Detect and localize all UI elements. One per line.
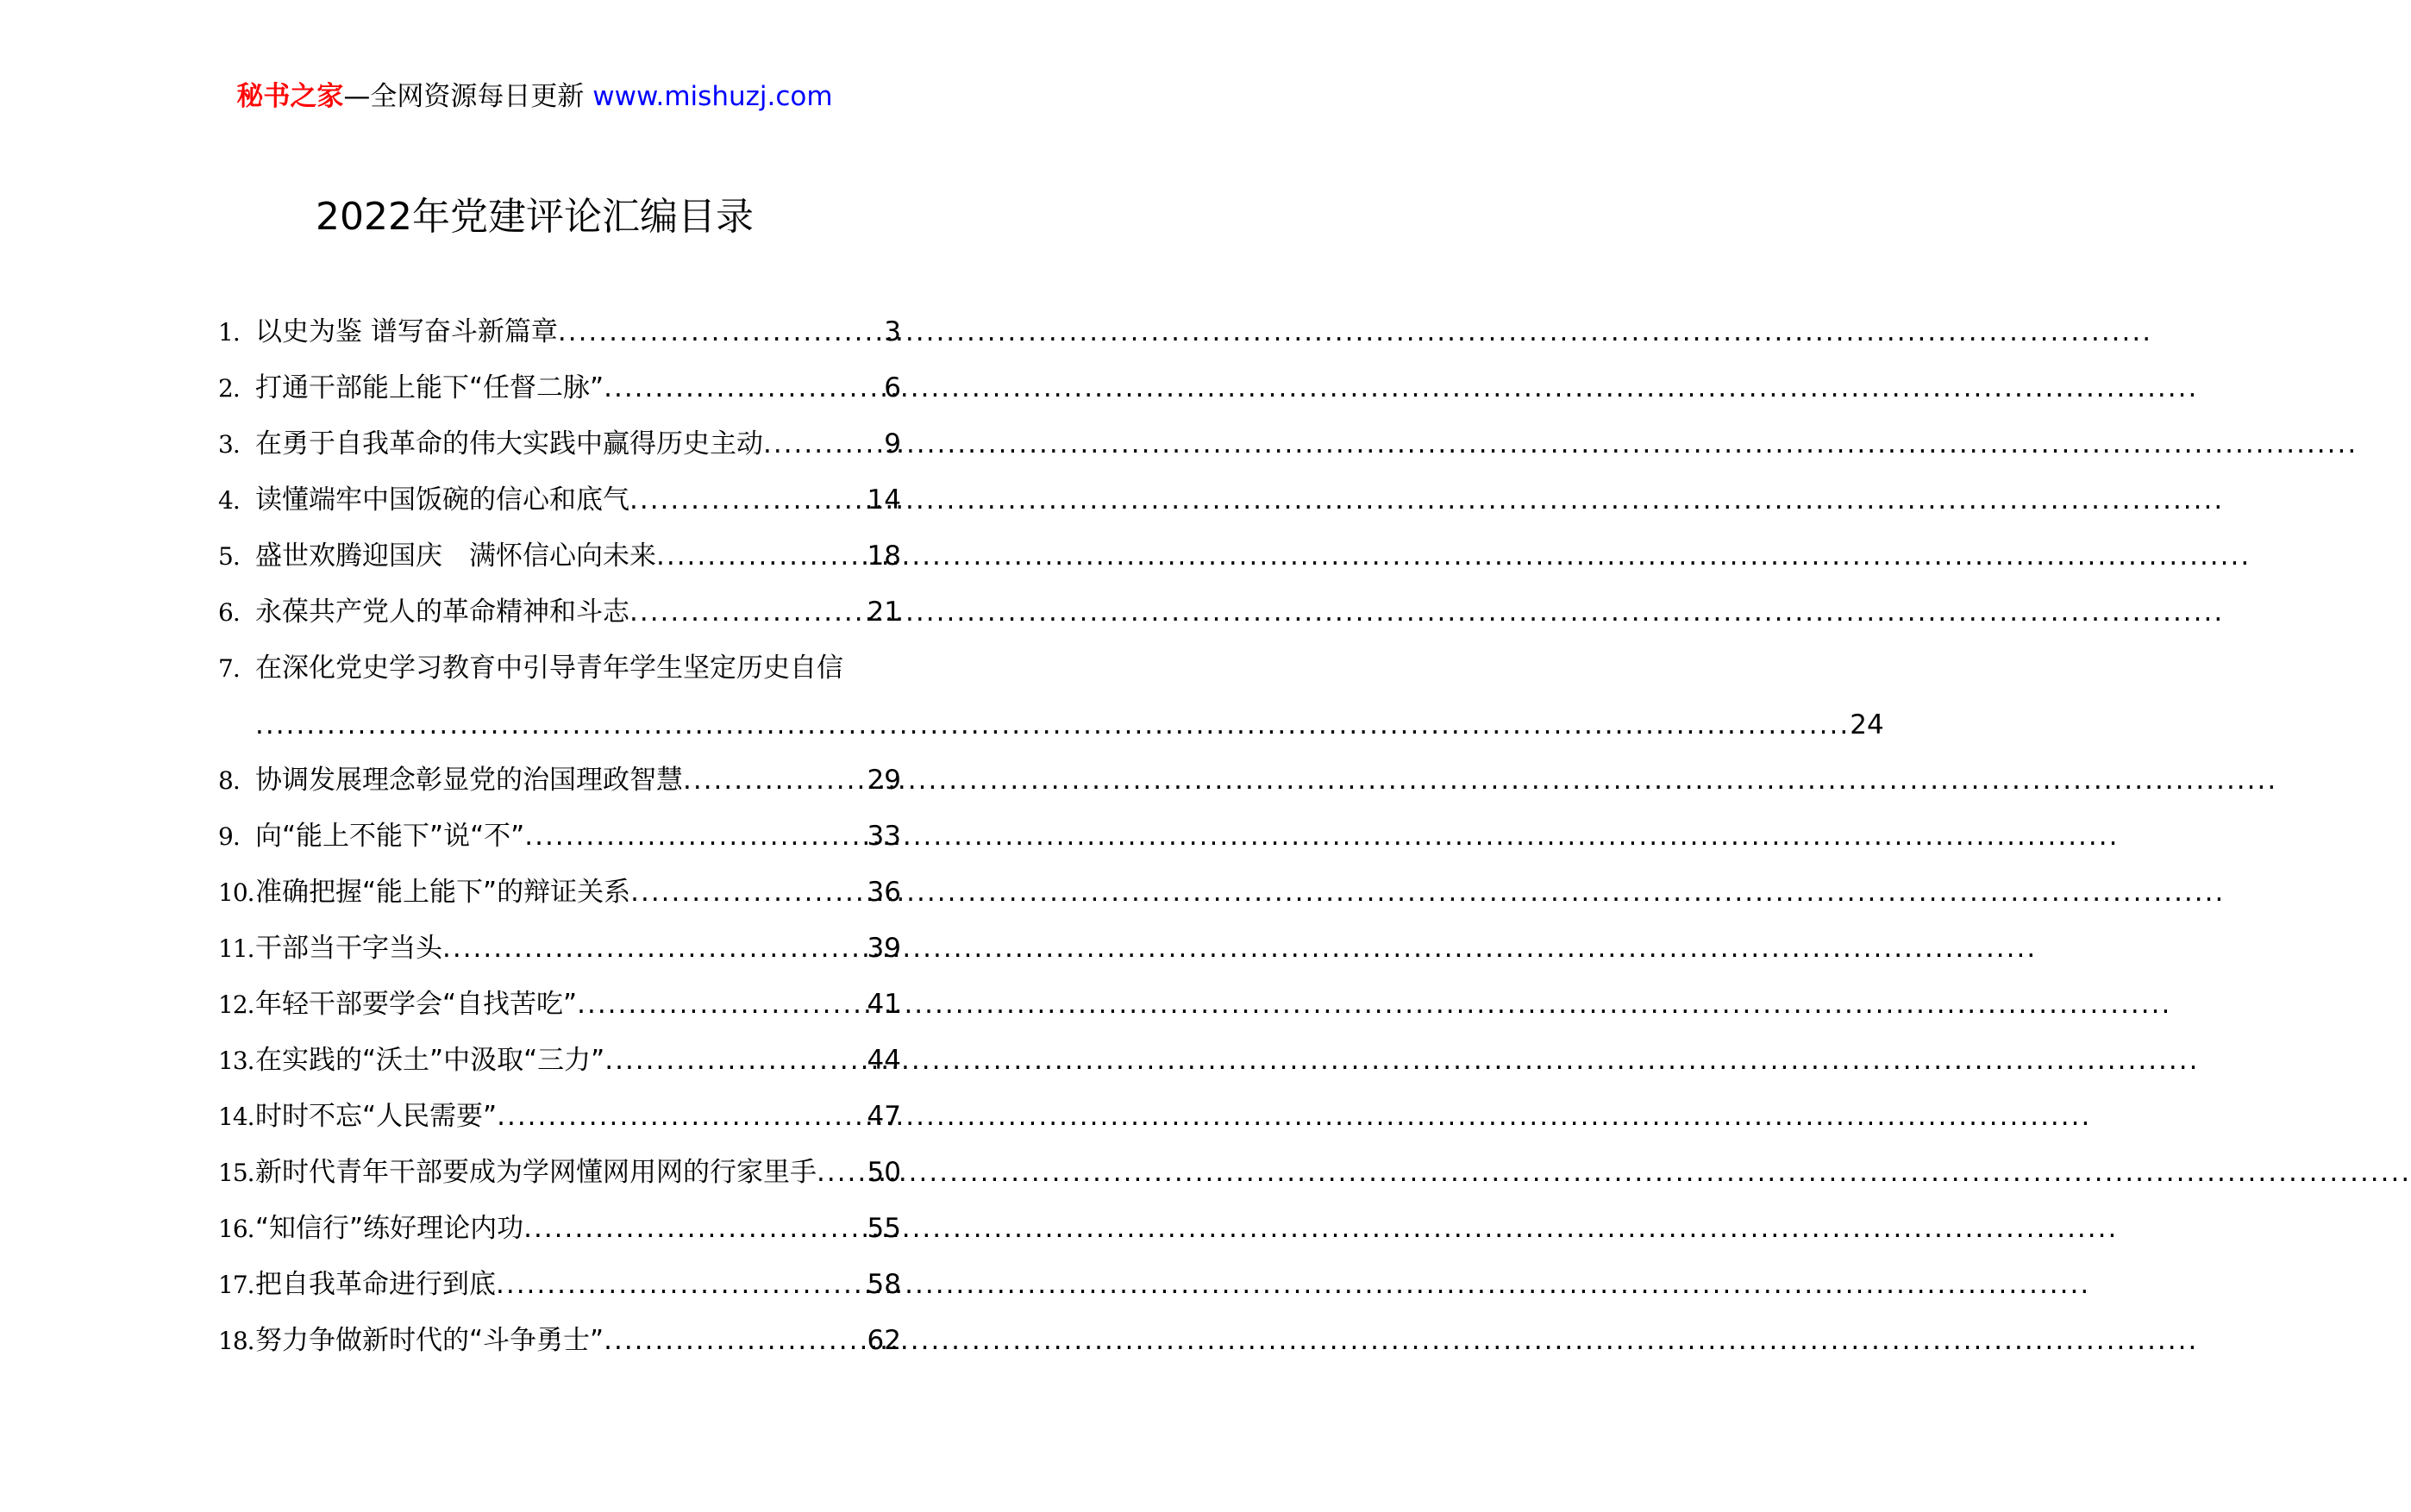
toc-leader-dots: [656, 534, 867, 578]
toc-leader-dots: [524, 815, 867, 858]
toc-entry-title: 读懂端牢中国饭碗的信心和底气: [255, 484, 629, 515]
toc-entry-page: 62: [867, 1325, 901, 1356]
brand-name: 秘书之家: [236, 81, 344, 112]
toc-entry-page: 18: [867, 540, 901, 572]
document-title: 2022年党建评论汇编目录: [316, 195, 754, 239]
toc-leader-dots: [442, 927, 867, 970]
toc-leader-dots: [630, 871, 867, 914]
toc-entry[interactable]: [218, 1095, 901, 1151]
toc-entry-number: 9.: [218, 822, 240, 851]
toc-entry-title: 协调发展理念彰显党的治国理政智慧: [255, 765, 683, 796]
toc-entry[interactable]: [218, 422, 901, 478]
toc-entry-number: 14.: [218, 1103, 254, 1131]
site-url-link[interactable]: www.mishuzj.com: [592, 81, 833, 112]
toc-entry[interactable]: [218, 815, 901, 871]
toc-entry-page: 21: [867, 597, 901, 628]
toc-leader-dots: [255, 703, 1850, 747]
toc-entry-page: 36: [867, 877, 901, 908]
toc-entry-page: 47: [867, 1101, 901, 1132]
toc-entry-number: 2.: [218, 374, 240, 403]
toc-entry[interactable]: [218, 1151, 901, 1207]
toc-entry[interactable]: [218, 983, 901, 1039]
toc-entry-title: 永葆共产党人的革命精神和斗志: [255, 597, 629, 628]
toc-entry-number: 8.: [218, 766, 240, 795]
toc-entry-title: 盛世欢腾迎国庆 满怀信心向未来: [255, 540, 656, 572]
toc-entry-title: 新时代青年干部要成为学网懂网用网的行家里手: [255, 1157, 817, 1188]
toc-entry-title: 在实践的“沃土”中汲取“三力”: [255, 1045, 605, 1076]
toc-entry[interactable]: [218, 590, 901, 647]
toc-entry-number: 11.: [218, 934, 254, 963]
site-header: [0, 79, 1069, 114]
toc-leader-dots: [817, 1151, 867, 1194]
toc-entry-number: 6.: [218, 598, 240, 627]
toc-entry-title: 向“能上不能下”说“不”: [255, 821, 525, 852]
toc-entry-continuation: [255, 703, 1884, 747]
toc-leader-dots: [629, 478, 867, 522]
toc-entry[interactable]: [218, 871, 901, 927]
toc-entry[interactable]: [218, 366, 901, 422]
toc-entry-page: 9: [884, 428, 901, 459]
toc-entry-number: 12.: [218, 990, 254, 1019]
toc-entry[interactable]: [218, 1039, 901, 1095]
toc-entry-number: 3.: [218, 430, 240, 459]
toc-leader-dots: [577, 983, 867, 1026]
toc-entry-title: 把自我革命进行到底: [255, 1269, 496, 1300]
toc-leader-dots: [523, 1207, 867, 1250]
toc-entry-page: 6: [884, 372, 901, 403]
toc-entry[interactable]: [218, 647, 1884, 759]
toc-entry-page: 44: [867, 1045, 901, 1076]
toc-leader-dots: [763, 422, 884, 465]
toc-entry-number: 16.: [218, 1215, 254, 1243]
toc-entry-title: “知信行”练好理论内功: [255, 1213, 524, 1244]
toc-entry-number: 15.: [218, 1159, 254, 1187]
toc-leader-dots: [496, 1263, 867, 1306]
toc-entry[interactable]: [218, 478, 901, 534]
toc-entry-page: 50: [867, 1157, 901, 1188]
toc-entry-title: 干部当干字当头: [255, 933, 442, 964]
toc-entry[interactable]: [218, 927, 901, 983]
toc-entry[interactable]: [218, 534, 901, 590]
toc-entry-page: 39: [867, 933, 901, 964]
toc-entry[interactable]: [218, 759, 901, 815]
toc-entry-page: 24: [1850, 709, 1884, 740]
toc-entry-title: 努力争做新时代的“斗争勇士”: [255, 1325, 604, 1356]
toc-leader-dots: [629, 590, 867, 634]
toc-entry-number: 7.: [218, 654, 240, 683]
toc-leader-dots: [604, 1039, 867, 1082]
toc-entry-title: 准确把握“能上能下”的辩证关系: [255, 877, 631, 908]
toc-entry-title: 在深化党史学习教育中引导青年学生坚定历史自信: [255, 653, 843, 684]
table-of-contents: [218, 310, 1884, 1375]
toc-entry-title: 时时不忘“人民需要”: [255, 1101, 498, 1132]
toc-leader-dots: [604, 366, 884, 409]
toc-entry-number: 4.: [218, 486, 240, 515]
toc-entry-title: 打通干部能上能下“任督二脉”: [255, 372, 604, 403]
header-slogan: —全网资源每日更新: [343, 81, 593, 112]
toc-entry-number: 1.: [218, 318, 240, 347]
toc-entry-number: 17.: [218, 1271, 254, 1299]
toc-entry-number: 13.: [218, 1047, 254, 1075]
toc-leader-dots: [604, 1319, 867, 1362]
toc-entry[interactable]: [218, 1207, 901, 1263]
toc-entry-page: 3: [884, 316, 901, 347]
toc-entry-number: 5.: [218, 542, 240, 571]
toc-entry-title: 以史为鉴 谱写奋斗新篇章: [255, 316, 558, 347]
toc-leader-dots: [558, 310, 884, 353]
toc-entry-page: 55: [867, 1213, 901, 1244]
toc-leader-dots: [497, 1095, 867, 1138]
toc-leader-dots: [683, 759, 867, 802]
toc-entry-title: 在勇于自我革命的伟大实践中赢得历史主动: [255, 428, 763, 459]
toc-entry[interactable]: [218, 310, 901, 366]
toc-entry-page: 14: [867, 484, 901, 515]
toc-entry-title: 年轻干部要学会“自找苦吃”: [255, 989, 578, 1020]
toc-entry-number: 18.: [218, 1327, 254, 1355]
toc-entry[interactable]: [218, 1319, 901, 1375]
toc-entry-page: 33: [867, 821, 901, 852]
toc-entry-page: 58: [867, 1269, 901, 1300]
toc-entry-page: 41: [867, 989, 901, 1020]
toc-entry[interactable]: [218, 1263, 901, 1319]
toc-entry-number: 10.: [218, 878, 254, 907]
toc-entry-page: 29: [867, 765, 901, 796]
